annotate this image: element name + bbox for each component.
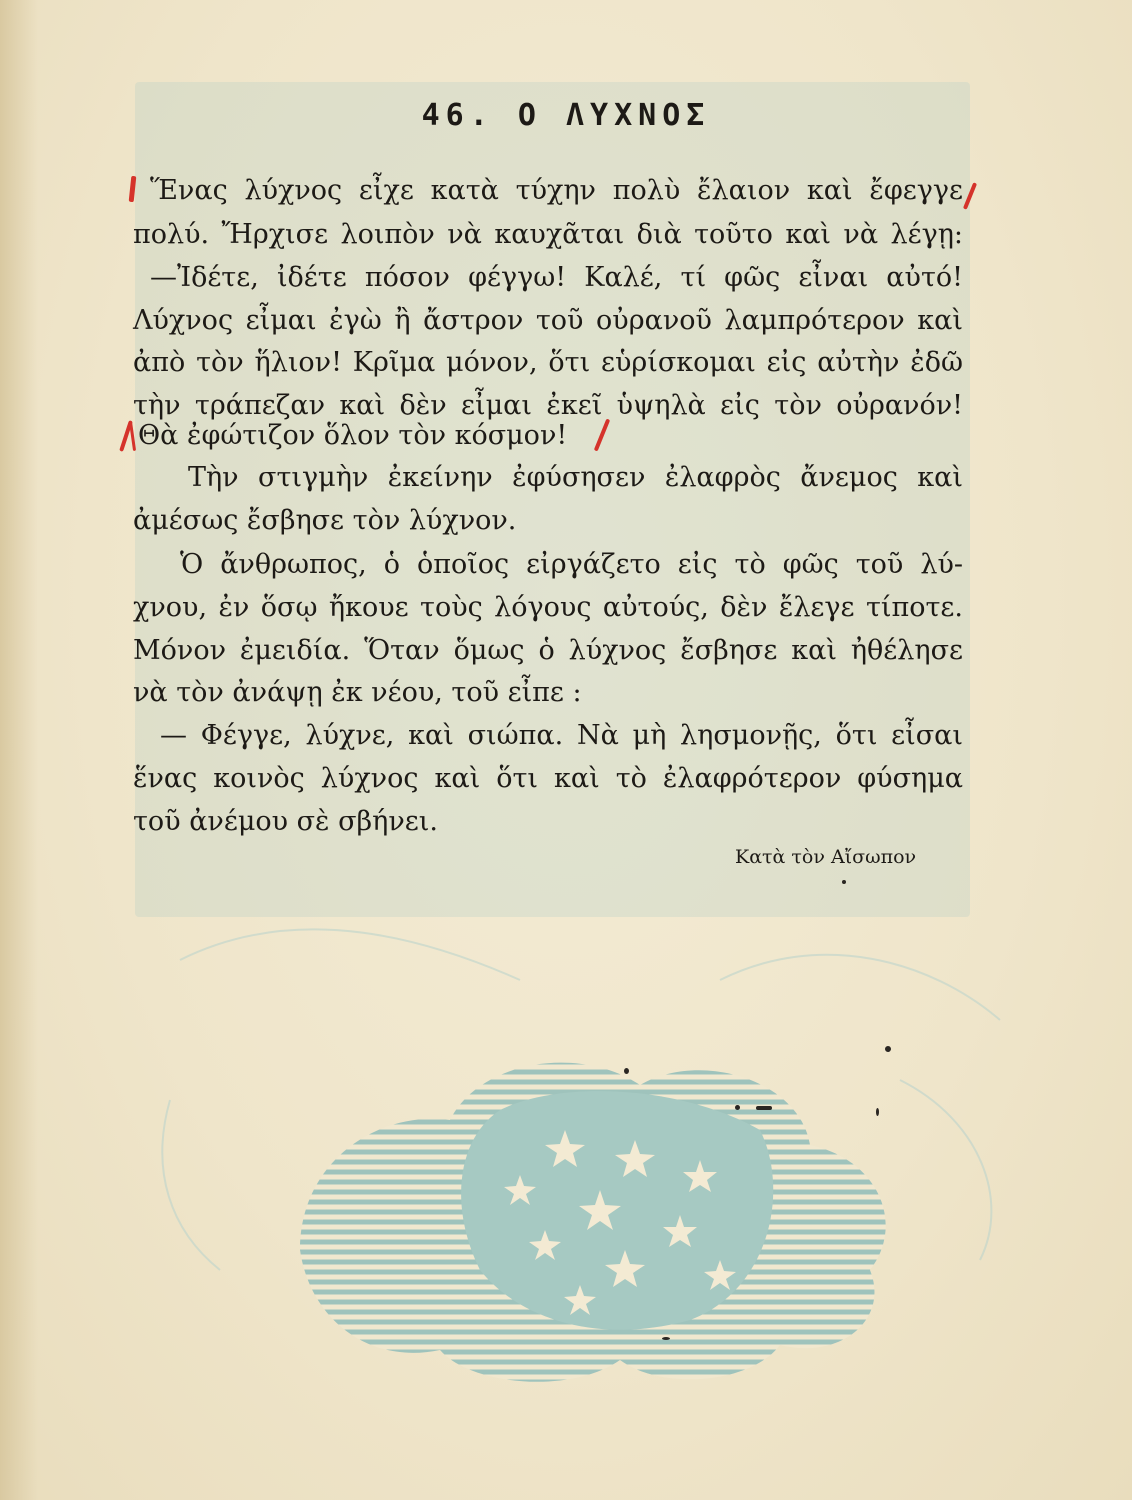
text-line: νὰ τὸν ἀνάψῃ ἐκ νέου, τοῦ εἶπε : [133, 677, 582, 708]
text-line: Θὰ ἐφώτιζον ὅλον τὸν κόσμον! [138, 420, 568, 451]
cloud-core [461, 1091, 773, 1330]
page-title: 46. Ο ΛΥΧΝΟΣ [421, 98, 711, 133]
text-line: ἕνας κοινὸς λύχνος καὶ ὅτι καὶ τὸ ἐλαφρότερον φύσημα [133, 763, 963, 794]
text-line: Ἕνας λύχνος εἶχε κατὰ τύχην πολὺ ἔλαιον καὶ ἔφεγγε [150, 175, 963, 206]
text-line: τὴν τράπεζαν καὶ δὲν εἶμαι ἐκεῖ ὑψηλὰ εἰς τὸν οὐρανόν! [133, 390, 963, 421]
ink-speck [885, 1046, 891, 1052]
ink-speck [662, 1337, 670, 1340]
text-line: Μόνον ἐμειδία. Ὅταν ὅμως ὁ λύχνος ἔσβησε καὶ ἠθέλησε [133, 635, 963, 666]
text-line: χνου, ἐν ὅσῳ ἤκουε τοὺς λόγους αὐτούς, δὲν ἔλεγε τίποτε. [133, 592, 963, 623]
ink-speck [624, 1068, 629, 1074]
text-line: Ὁ ἄνθρωπος, ὁ ὁποῖος εἰργάζετο εἰς τὸ φῶς τοῦ λύ- [180, 549, 963, 580]
text-line: — Φέγγε, λύχνε, καὶ σιώπα. Νὰ μὴ λησμονῇς, ὅτι εἶσαι [160, 720, 963, 751]
text-line: ἀπὸ τὸν ἥλιον! Κρῖμα μόνον, ὅτι εὑρίσκομαι εἰς αὐτὴν ἐδῶ [133, 347, 963, 378]
text-line: ἀμέσως ἔσβησε τὸν λύχνον. [133, 505, 517, 536]
ink-speck [876, 1108, 879, 1116]
attribution: Κατὰ τὸν Αἴσωπον [735, 846, 917, 868]
text-line: τοῦ ἀνέμου σὲ σβήνει. [133, 806, 438, 837]
text-line: πολύ. Ἤρχισε λοιπὸν νὰ καυχᾶται διὰ τοῦτο καὶ νὰ λέγῃ: [133, 219, 963, 250]
ink-speck [735, 1105, 740, 1110]
text-line: Τὴν στιγμὴν ἐκείνην ἐφύσησεν ἐλαφρὸς ἄνεμος καὶ [188, 462, 963, 493]
text-line: Λύχνος εἶμαι ἐγὼ ἢ ἄστρον τοῦ οὐρανοῦ λαμπρότερον καὶ [133, 305, 963, 336]
ink-speck [756, 1106, 772, 1110]
text-line: —Ἰδέτε, ἰδέτε πόσον φέγγω! Καλέ, τί φῶς εἶναι αὐτό! [150, 262, 963, 293]
ink-speck [842, 880, 846, 884]
